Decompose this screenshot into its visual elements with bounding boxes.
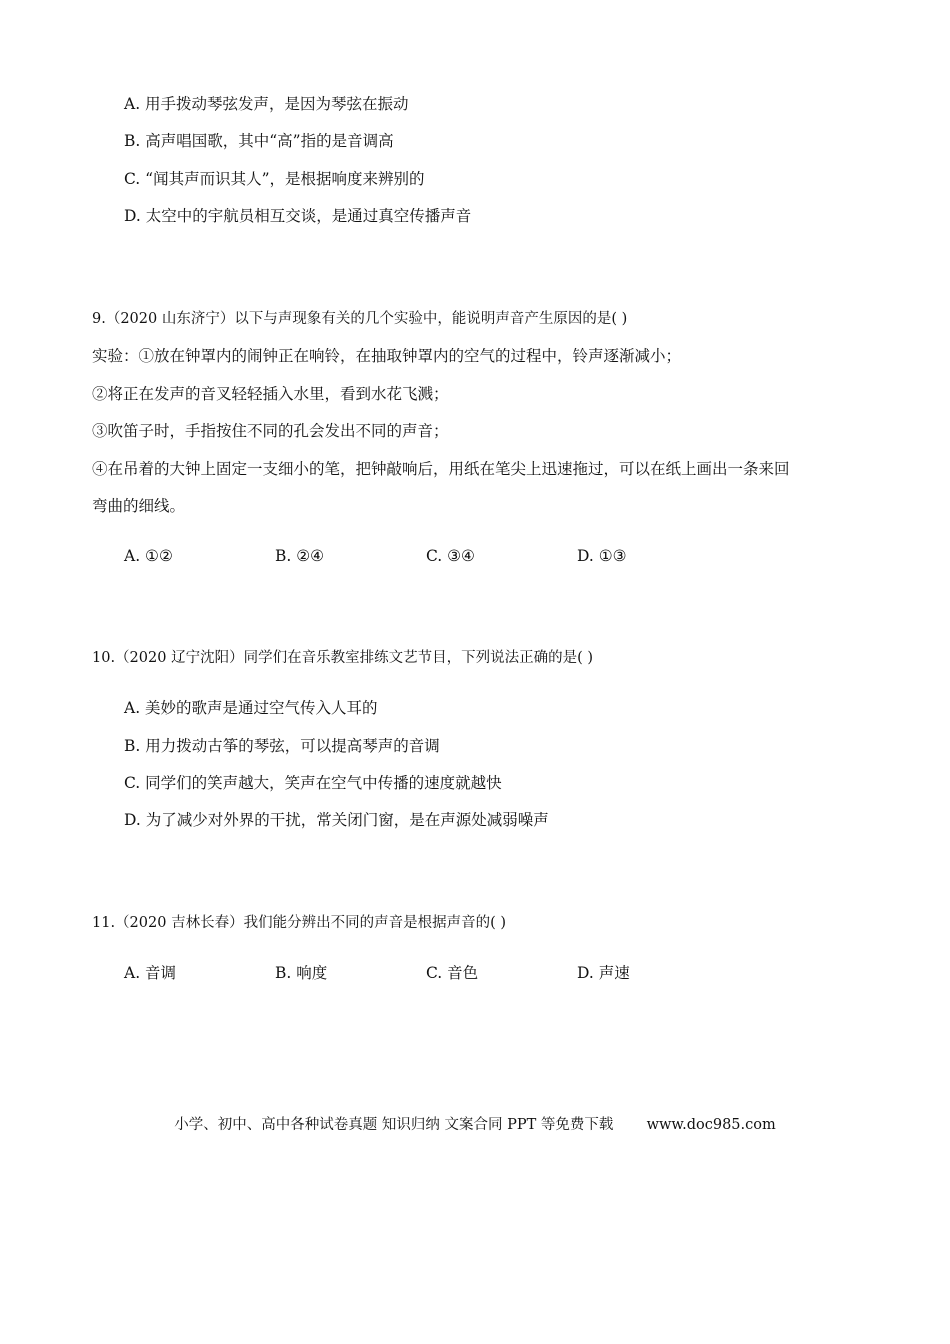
q9-line-4: ④在吊着的大钟上固定一支细小的笔，把钟敲响后，用纸在笔尖上迅速拖过，可以在纸上画出一条来回: [92, 460, 790, 478]
q10-option-c: C. 同学们的笑声越大，笑声在空气中传播的速度就越快: [124, 774, 502, 792]
q9-line-5: 弯曲的细线。: [92, 497, 186, 515]
q11-option-a: A. 音调: [124, 964, 177, 982]
q9-line-3: ③吹笛子时，手指按住不同的孔会发出不同的声音；: [92, 422, 449, 440]
q9-option-c: C. ③④: [426, 547, 475, 565]
page-footer: [0, 1115, 950, 1135]
q9-option-a: A. ①②: [124, 547, 173, 565]
q9-option-d: D. ①③: [577, 547, 627, 565]
q10-option-a: A. 美妙的歌声是通过空气传入人耳的: [124, 699, 378, 717]
q9-line-1: 实验：①放在钟罩内的闹钟正在响铃，在抽取钟罩内的空气的过程中，铃声逐渐减小；: [92, 347, 682, 365]
q8-option-b: B. 高声唱国歌，其中“高”指的是音调高: [124, 132, 394, 150]
q10-stem: 10.（2020 辽宁沈阳）同学们在音乐教室排练文艺节目，下列说法正确的是( ): [92, 650, 593, 666]
q11-option-d: D. 声速: [577, 964, 630, 982]
q11-stem: 11.（2020 吉林长春）我们能分辨出不同的声音是根据声音的( ): [92, 915, 506, 931]
footer-url[interactable]: www.doc985.com: [646, 1117, 776, 1133]
q9-line-2: ②将正在发声的音叉轻轻插入水里，看到水花飞溅；: [92, 385, 449, 403]
q8-option-d: D. 太空中的宇航员相互交谈，是通过真空传播声音: [124, 207, 472, 225]
footer-text: 小学、初中、高中各种试卷真题 知识归纳 文案合同 PPT 等免费下载: [174, 1117, 614, 1133]
q8-option-a: A. 用手拨动琴弦发声，是因为琴弦在振动: [124, 95, 409, 113]
q9-option-b: B. ②④: [275, 547, 325, 565]
q11-option-b: B. 响度: [275, 964, 328, 982]
q10-option-d: D. 为了减少对外界的干扰，常关闭门窗，是在声源处减弱噪声: [124, 811, 549, 829]
q10-option-b: B. 用力拨动古筝的琴弦，可以提高琴声的音调: [124, 737, 440, 755]
q11-option-c: C. 音色: [426, 964, 479, 982]
q8-option-c: C. “闻其声而识其人”，是根据响度来辨别的: [124, 170, 425, 188]
q9-stem: 9.（2020 山东济宁）以下与声现象有关的几个实验中，能说明声音产生原因的是( ): [92, 311, 628, 327]
